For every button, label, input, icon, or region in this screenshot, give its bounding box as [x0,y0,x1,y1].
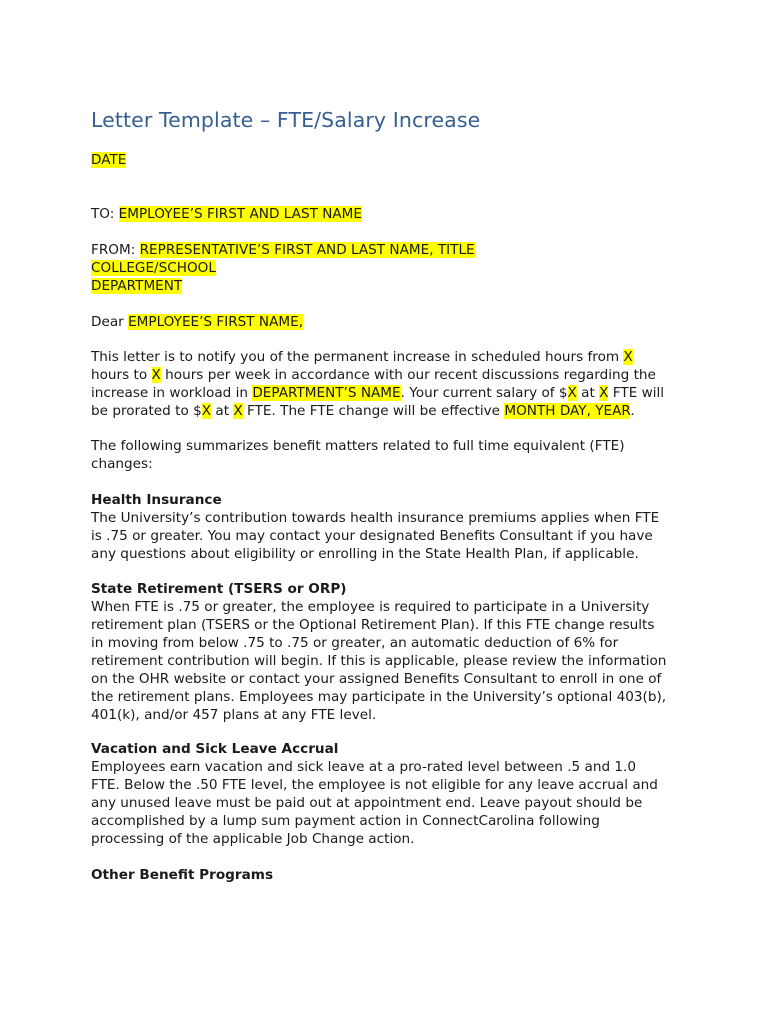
current-salary-placeholder: X [567,385,577,401]
vacation-line: processing of the applicable Job Change action. [91,831,415,847]
date-placeholder: DATE [91,152,127,168]
summary-paragraph [91,437,691,473]
new-fte-placeholder: X [233,403,243,419]
dear-label: Dear [91,314,129,330]
health-insurance-section [91,491,691,563]
retirement-line: the retirement plans. Employees may participate in the University’s optional 403(b), [91,689,667,705]
vacation-heading: Vacation and Sick Leave Accrual [91,741,339,757]
to-placeholder: EMPLOYEE’S FIRST AND LAST NAME [118,206,362,222]
retirement-line: on the OHR website or contact your assigned Benefits Consultant to enroll in one of [91,671,662,687]
current-fte-placeholder: X [599,385,609,401]
summary-line: The following summarizes benefit matters related to full time equivalent (FTE) [91,438,625,454]
vacation-line: any unused leave must be paid out at appointment end. Leave payout should be [91,795,643,811]
para1-text: hours per week in accordance with our recent discussions regarding the [160,367,656,383]
health-line: is .75 or greater. You may contact your designated Benefits Consultant if you have [91,528,653,544]
para1-text: be prorated to $ [91,403,202,419]
hours-from-placeholder: X [623,349,633,365]
department-name-placeholder: DEPARTMENT’S NAME [252,385,401,401]
para1-text: . Your current salary of $ [400,385,568,401]
to-block [91,205,691,223]
health-line: any questions about eligibility or enrolling in the State Health Plan, if applicable. [91,546,639,562]
from-block [91,241,691,295]
effective-date-placeholder: MONTH DAY, YEAR [504,403,631,419]
retirement-line: When FTE is .75 or greater, the employee is required to participate in a University [91,599,650,615]
from-placeholder: REPRESENTATIVE’S FIRST AND LAST NAME, TITLE [139,242,475,258]
retirement-line: in moving from below .75 to .75 or greater, an automatic deduction of 6% for [91,635,619,651]
summary-line: changes: [91,456,153,472]
other-benefits-section [91,866,691,884]
dear-placeholder: EMPLOYEE’S FIRST NAME, [128,314,304,330]
para1-text: hours to [91,367,152,383]
page-title: Letter Template – FTE/Salary Increase [91,108,481,132]
health-line: The University’s contribution towards health insurance premiums applies when FTE [91,510,660,526]
vacation-line: accomplished by a lump sum payment action in ConnectCarolina following [91,813,600,829]
department-placeholder: DEPARTMENT [91,278,183,294]
hours-to-placeholder: X [151,367,161,383]
vacation-line: Employees earn vacation and sick leave at a pro-rated level between .5 and 1.0 [91,759,637,775]
vacation-section [91,740,691,848]
date-block [91,151,691,169]
retirement-line: retirement plan (TSERS or the Optional Retirement Plan). If this FTE change results [91,617,655,633]
para1-text: increase in workload in [91,385,253,401]
retirement-section [91,580,691,724]
vacation-line: FTE. Below the .50 FTE level, the employee is not eligible for any leave accrual and [91,777,658,793]
retirement-line: retirement contribution will begin. If this is applicable, please review the information [91,653,667,669]
new-salary-placeholder: X [201,403,212,419]
to-label: TO: [91,206,119,222]
para1-text: at [211,403,234,419]
para1-text: This letter is to notify you of the permanent increase in scheduled hours from [91,349,624,365]
para1-text: . [630,403,635,419]
from-label: FROM: [91,242,140,258]
retirement-heading: State Retirement (TSERS or ORP) [91,581,347,597]
salutation [91,313,691,331]
health-insurance-heading: Health Insurance [91,492,222,508]
notification-paragraph [91,348,691,420]
retirement-line: 401(k), and/or 457 plans at any FTE level. [91,707,377,723]
para1-text: FTE will [608,385,665,401]
college-placeholder: COLLEGE/SCHOOL [91,260,216,276]
para1-text: FTE. The FTE change will be effective [242,403,505,419]
para1-text: at [576,385,600,401]
other-benefits-heading: Other Benefit Programs [91,867,274,883]
